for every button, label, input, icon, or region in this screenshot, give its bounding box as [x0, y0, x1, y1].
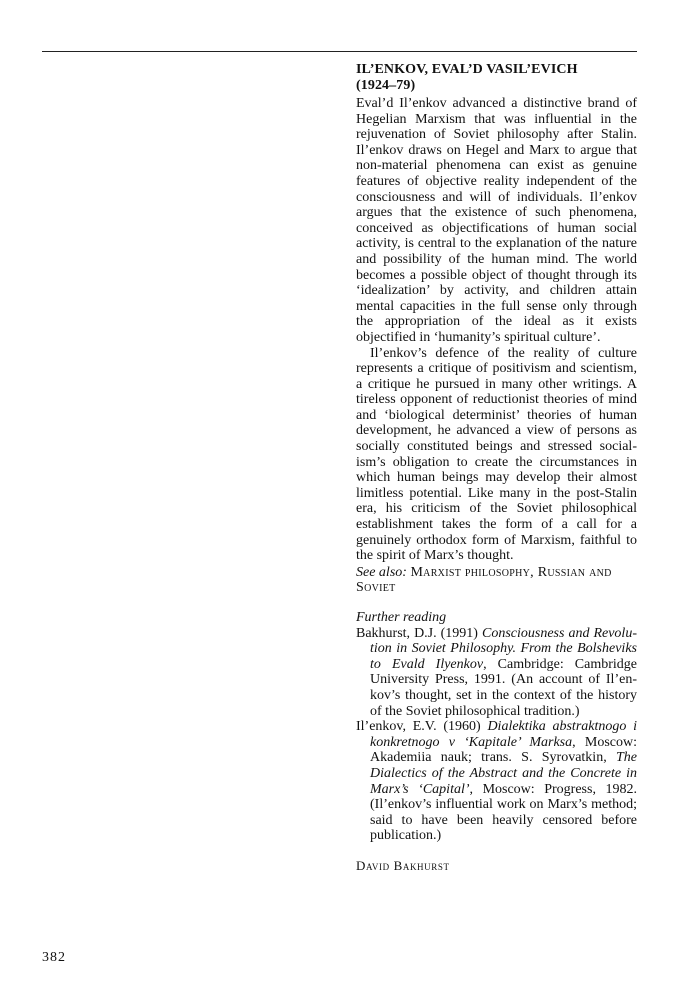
entry-title-name: IL’ENKOV, EVAL’D VASIL’EVICH: [356, 62, 578, 77]
further-reading-heading: Further reading: [356, 610, 447, 625]
bibliography-author: Il’enkov, E.V. (1960): [356, 719, 488, 735]
bibliography-item: [356, 626, 637, 720]
entry-paragraph-2: Il’enkov’s defence of the reality of culture represents a critique of positivism and scientism, a critique he pursued in many other writings. A tireless opponent of reductionist theories of mind and ‘biological determinist’ theories of human development, he advanced a view of persons as socially constituted beings and stressed socialism’s obligation to create the circumstances in which human beings may develop their almost limitless potential. Like many in the post-Stalin era, his criticism of the Soviet philosophical establishment takes the form of a call for a genuinely orthodox form of Marxism, faithful to the spirit of Marx’s thought.: [356, 345, 637, 564]
bibliography-title: Dialektika abstraktnogo i konkretnogo v ‘Kapitale’ Marksa: [370, 719, 638, 750]
see-also-label: See also:: [356, 564, 407, 580]
bibliography-details: , Cambridge: Cambridge University Press, 1991. (An account of Il’enkov’s thought, set in the context of the history of the Soviet philosophical tradition.): [370, 656, 637, 719]
bibliography-details: , Moscow: Akademiia nauk; trans. S. Syrovatkin,: [370, 734, 637, 766]
bibliography-details: , Moscow: Progress, 1982. (Il’enkov’s influential work on Marx’s method; said to have been heavily censored before publication.): [370, 781, 637, 844]
see-also: [356, 565, 637, 596]
entry-title: [356, 62, 637, 94]
top-rule: [42, 51, 637, 52]
entry-paragraph-1: Eval’d Il’enkov advanced a distinctive brand of Hegelian Marxism that was influential in the rejuvenation of Soviet philosophy after Stalin. Il’enkov draws on Hegel and Marx to argue that non-material phenomena can exist as genuine features of objective reality independent of the consciousness and will of individuals. Il’enkov argues that the existence of such phenomena, conceived as objectifications of human social activity, is central to the explanation of the nature and possibility of the human mind. The world becomes a possible object of thought through its ‘idealization’ by activity, and children attain mental capacities in the full sense only through the appropriation of the ideal as it exists objectified in ‘humanity’s spiritual culture’.: [356, 96, 637, 345]
bibliography-translated-title: The Dialectics of the Abstract and the Concrete in Marx’s ‘Capital’: [370, 750, 637, 797]
bibliography-title: Consciousness and Revolution in Soviet Philosophy. From the Bolsheviks to Evald Ilyenkov: [370, 625, 637, 672]
entry-column: [356, 62, 637, 874]
page-number: 382: [42, 950, 66, 965]
see-also-link[interactable]: Marxist philosophy, Russian and Soviet: [356, 564, 612, 596]
bibliography-item: [356, 719, 637, 844]
bibliography-author: Bakhurst, D.J. (1991): [356, 625, 482, 641]
entry-title-dates: (1924–79): [356, 78, 416, 93]
author-signature: David Bakhurst: [356, 857, 450, 873]
